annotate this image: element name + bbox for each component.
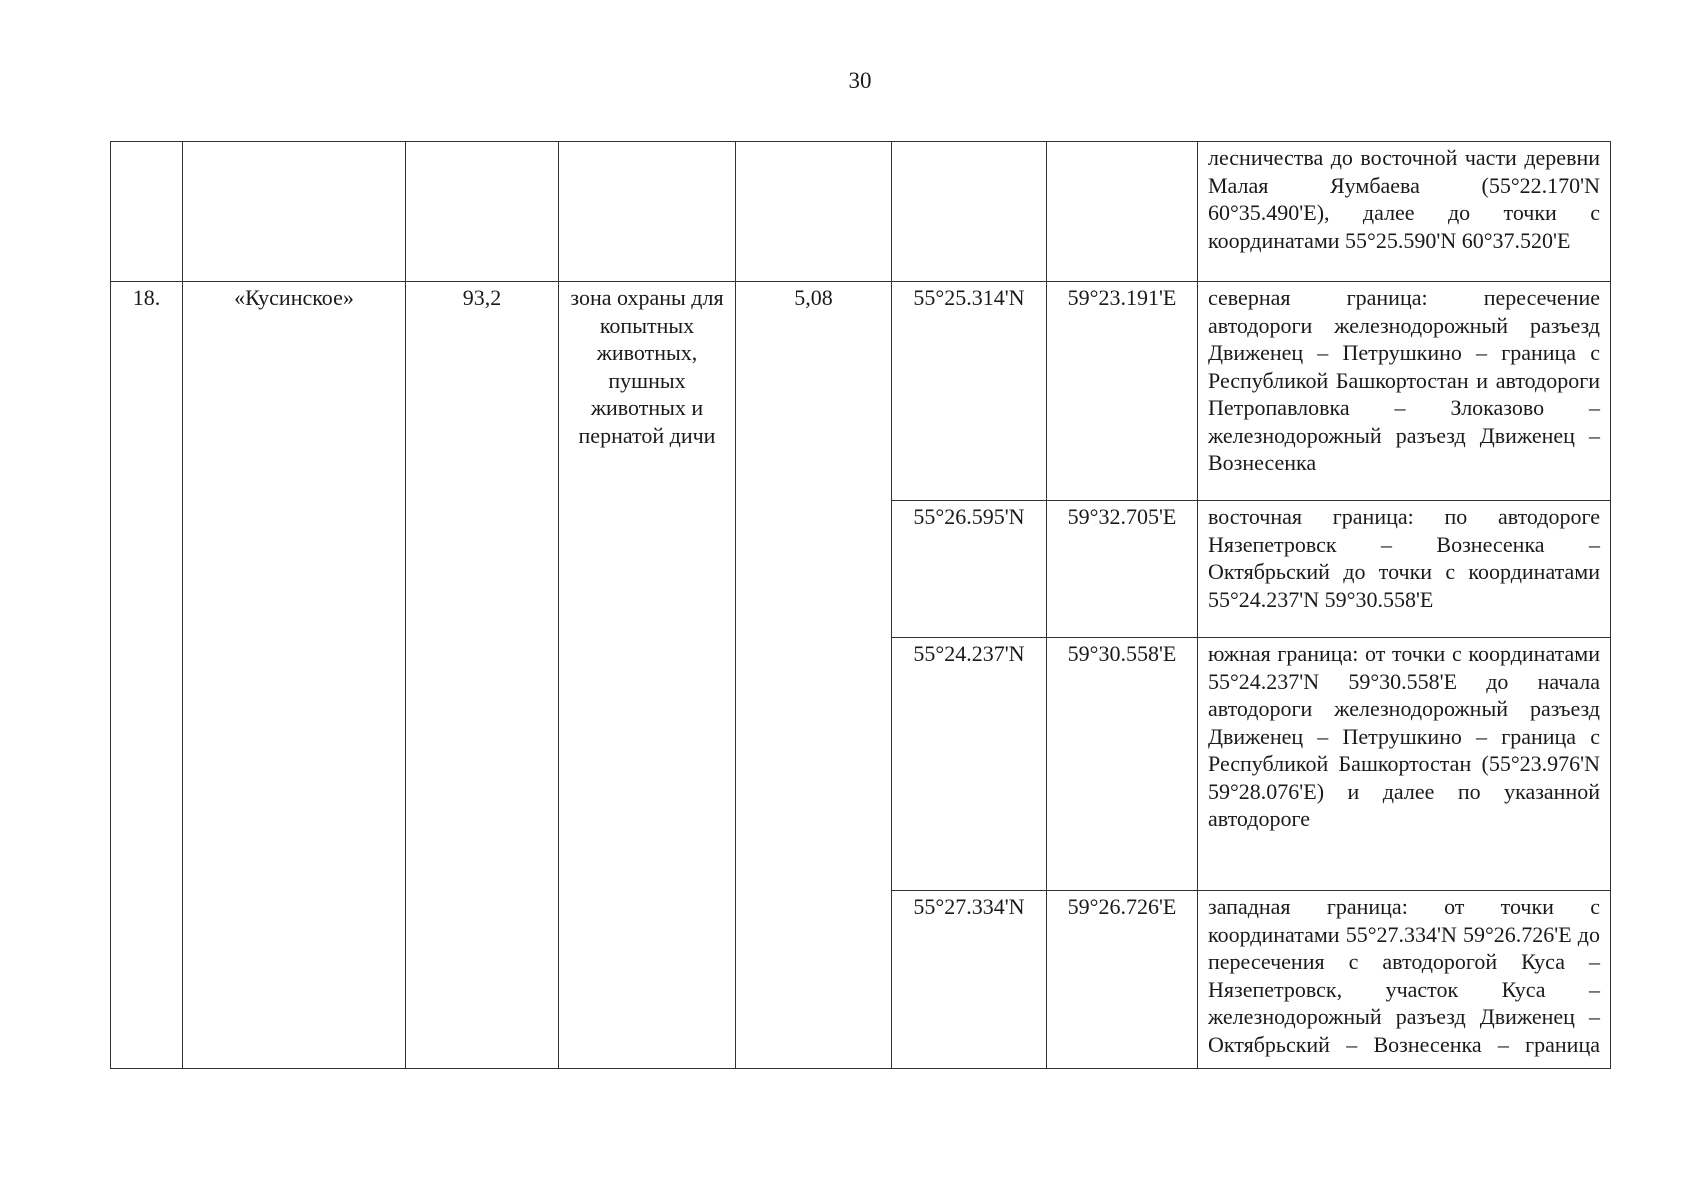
cell-number-empty bbox=[111, 142, 183, 282]
cell-name-empty bbox=[183, 142, 406, 282]
table-row bbox=[111, 282, 1611, 501]
latitude-cell: 55°27.334'N bbox=[892, 891, 1047, 1069]
latitude-cell: 55°26.595'N bbox=[892, 501, 1047, 638]
hunting-grounds-table bbox=[110, 141, 1611, 1069]
cell-area-empty bbox=[406, 142, 559, 282]
cell-zone-area-empty bbox=[736, 142, 892, 282]
zone-type-cell: зона охраны для копытных животных, пушных животных и пернатой дичи bbox=[559, 282, 736, 1069]
cell-zone-empty bbox=[559, 142, 736, 282]
table-row-continuation bbox=[111, 142, 1611, 282]
entry-name-cell: «Кусинское» bbox=[183, 282, 406, 1069]
cell-lon-empty bbox=[1047, 142, 1198, 282]
latitude-cell: 55°25.314'N bbox=[892, 282, 1047, 501]
entry-area-cell: 93,2 bbox=[406, 282, 559, 1069]
longitude-cell: 59°32.705'E bbox=[1047, 501, 1198, 638]
boundary-description-cell: северная граница: пересечение автодороги железнодорожный разъезд Движенец – Петрушкино – граница с Республикой Башкортостан и автодороги Петропавловка – Злоказово – железнодорожный разъезд Движенец – Вознесенка bbox=[1198, 282, 1611, 501]
boundary-description-cell: лесничества до восточной части деревни Малая Яумбаева (55°22.170'N 60°35.490'E), далее до точки с координатами 55°25.590'N 60°37.520'E bbox=[1198, 142, 1611, 282]
entry-number-cell: 18. bbox=[111, 282, 183, 1069]
latitude-cell: 55°24.237'N bbox=[892, 638, 1047, 891]
boundary-description-cell: южная граница: от точки с координатами 55°24.237'N 59°30.558'E до начала автодороги железнодорожный разъезд Движенец – Петрушкино – граница с Республикой Башкортостан (55°23.976'N 59°28.076'E) и далее по указанной автодороге bbox=[1198, 638, 1611, 891]
boundary-description-cell: западная граница: от точки с координатами 55°27.334'N 59°26.726'E до пересечения с автодорогой Куса – Нязепетровск, участок Куса – железнодорожный разъезд Движенец – Октябрьский – Вознесенка – граница bbox=[1198, 891, 1611, 1069]
boundary-description-cell: восточная граница: по автодороге Нязепетровск – Вознесенка – Октябрьский до точки с координатами 55°24.237'N 59°30.558'E bbox=[1198, 501, 1611, 638]
zone-area-cell: 5,08 bbox=[736, 282, 892, 1069]
longitude-cell: 59°30.558'E bbox=[1047, 638, 1198, 891]
page-number: 30 bbox=[848, 68, 872, 93]
longitude-cell: 59°26.726'E bbox=[1047, 891, 1198, 1069]
cell-lat-empty bbox=[892, 142, 1047, 282]
longitude-cell: 59°23.191'E bbox=[1047, 282, 1198, 501]
